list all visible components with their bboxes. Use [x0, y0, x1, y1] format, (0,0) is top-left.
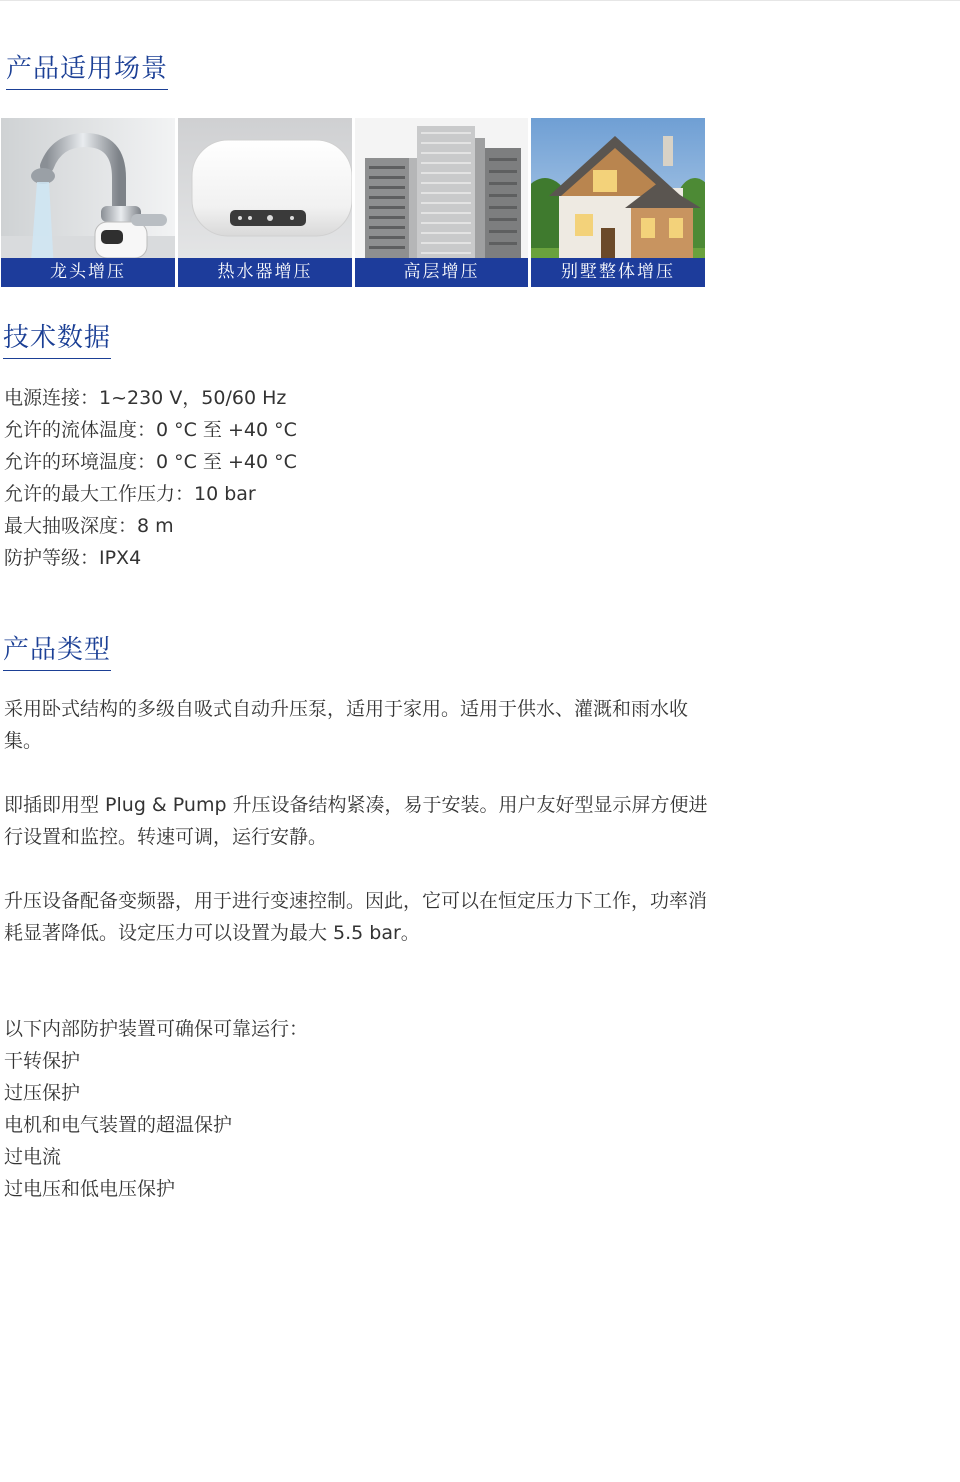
spec-max-pressure: 允许的最大工作压力：10 bar	[4, 483, 256, 505]
scene-card-high-rise[interactable]	[355, 118, 528, 287]
spec-suction-depth: 最大抽吸深度：8 m	[4, 515, 174, 537]
spec-list	[4, 382, 297, 574]
scene-caption-water-heater: 热水器增压	[178, 258, 352, 287]
scene-gallery	[1, 118, 705, 287]
list-item: 过电流	[4, 1146, 62, 1168]
spec-protection-class: 防护等级：IPX4	[4, 547, 142, 569]
paragraph-inverter: 升压设备配备变频器，用于进行变速控制。因此，它可以在恒定压力下工作，功率消耗显著降低。设定压力可以设置为最大 5.5 bar。	[4, 890, 708, 944]
list-item: 过压保护	[4, 1082, 81, 1104]
protection-list	[4, 1045, 232, 1205]
list-item: 过电压和低电压保护	[4, 1178, 176, 1200]
spec-fluid-temp: 允许的流体温度：0 °C 至 +40 °C	[4, 419, 297, 441]
spec-power: 电源连接：1~230 V，50/60 Hz	[4, 387, 287, 409]
scene-caption-faucet: 龙头增压	[1, 258, 175, 287]
list-item: 干转保护	[4, 1050, 81, 1072]
list-item: 电机和电气装置的超温保护	[4, 1114, 233, 1136]
scene-card-faucet[interactable]	[1, 118, 175, 287]
spec-ambient-temp: 允许的环境温度：0 °C 至 +40 °C	[4, 451, 297, 473]
scene-caption-villa: 别墅整体增压	[531, 258, 705, 287]
section-title-product-type: 产品类型	[3, 633, 111, 671]
scene-caption-high-rise: 高层增压	[355, 258, 528, 287]
paragraph-plug-and-pump: 即插即用型 Plug & Pump 升压设备结构紧凑，易于安装。用户友好型显示屏方便进行设置和监控。转速可调，运行安静。	[4, 794, 708, 848]
paragraph-structure: 采用卧式结构的多级自吸式自动升压泵，适用于家用。适用于供水、灌溉和雨水收集。	[4, 698, 689, 752]
section-title-scenes: 产品适用场景	[6, 52, 168, 90]
scene-card-villa[interactable]	[531, 118, 705, 287]
protection-intro: 以下内部防护装置可确保可靠运行：	[4, 1018, 309, 1040]
scene-card-water-heater[interactable]	[178, 118, 352, 287]
top-divider	[0, 0, 960, 1]
section-title-tech-data: 技术数据	[3, 321, 111, 359]
